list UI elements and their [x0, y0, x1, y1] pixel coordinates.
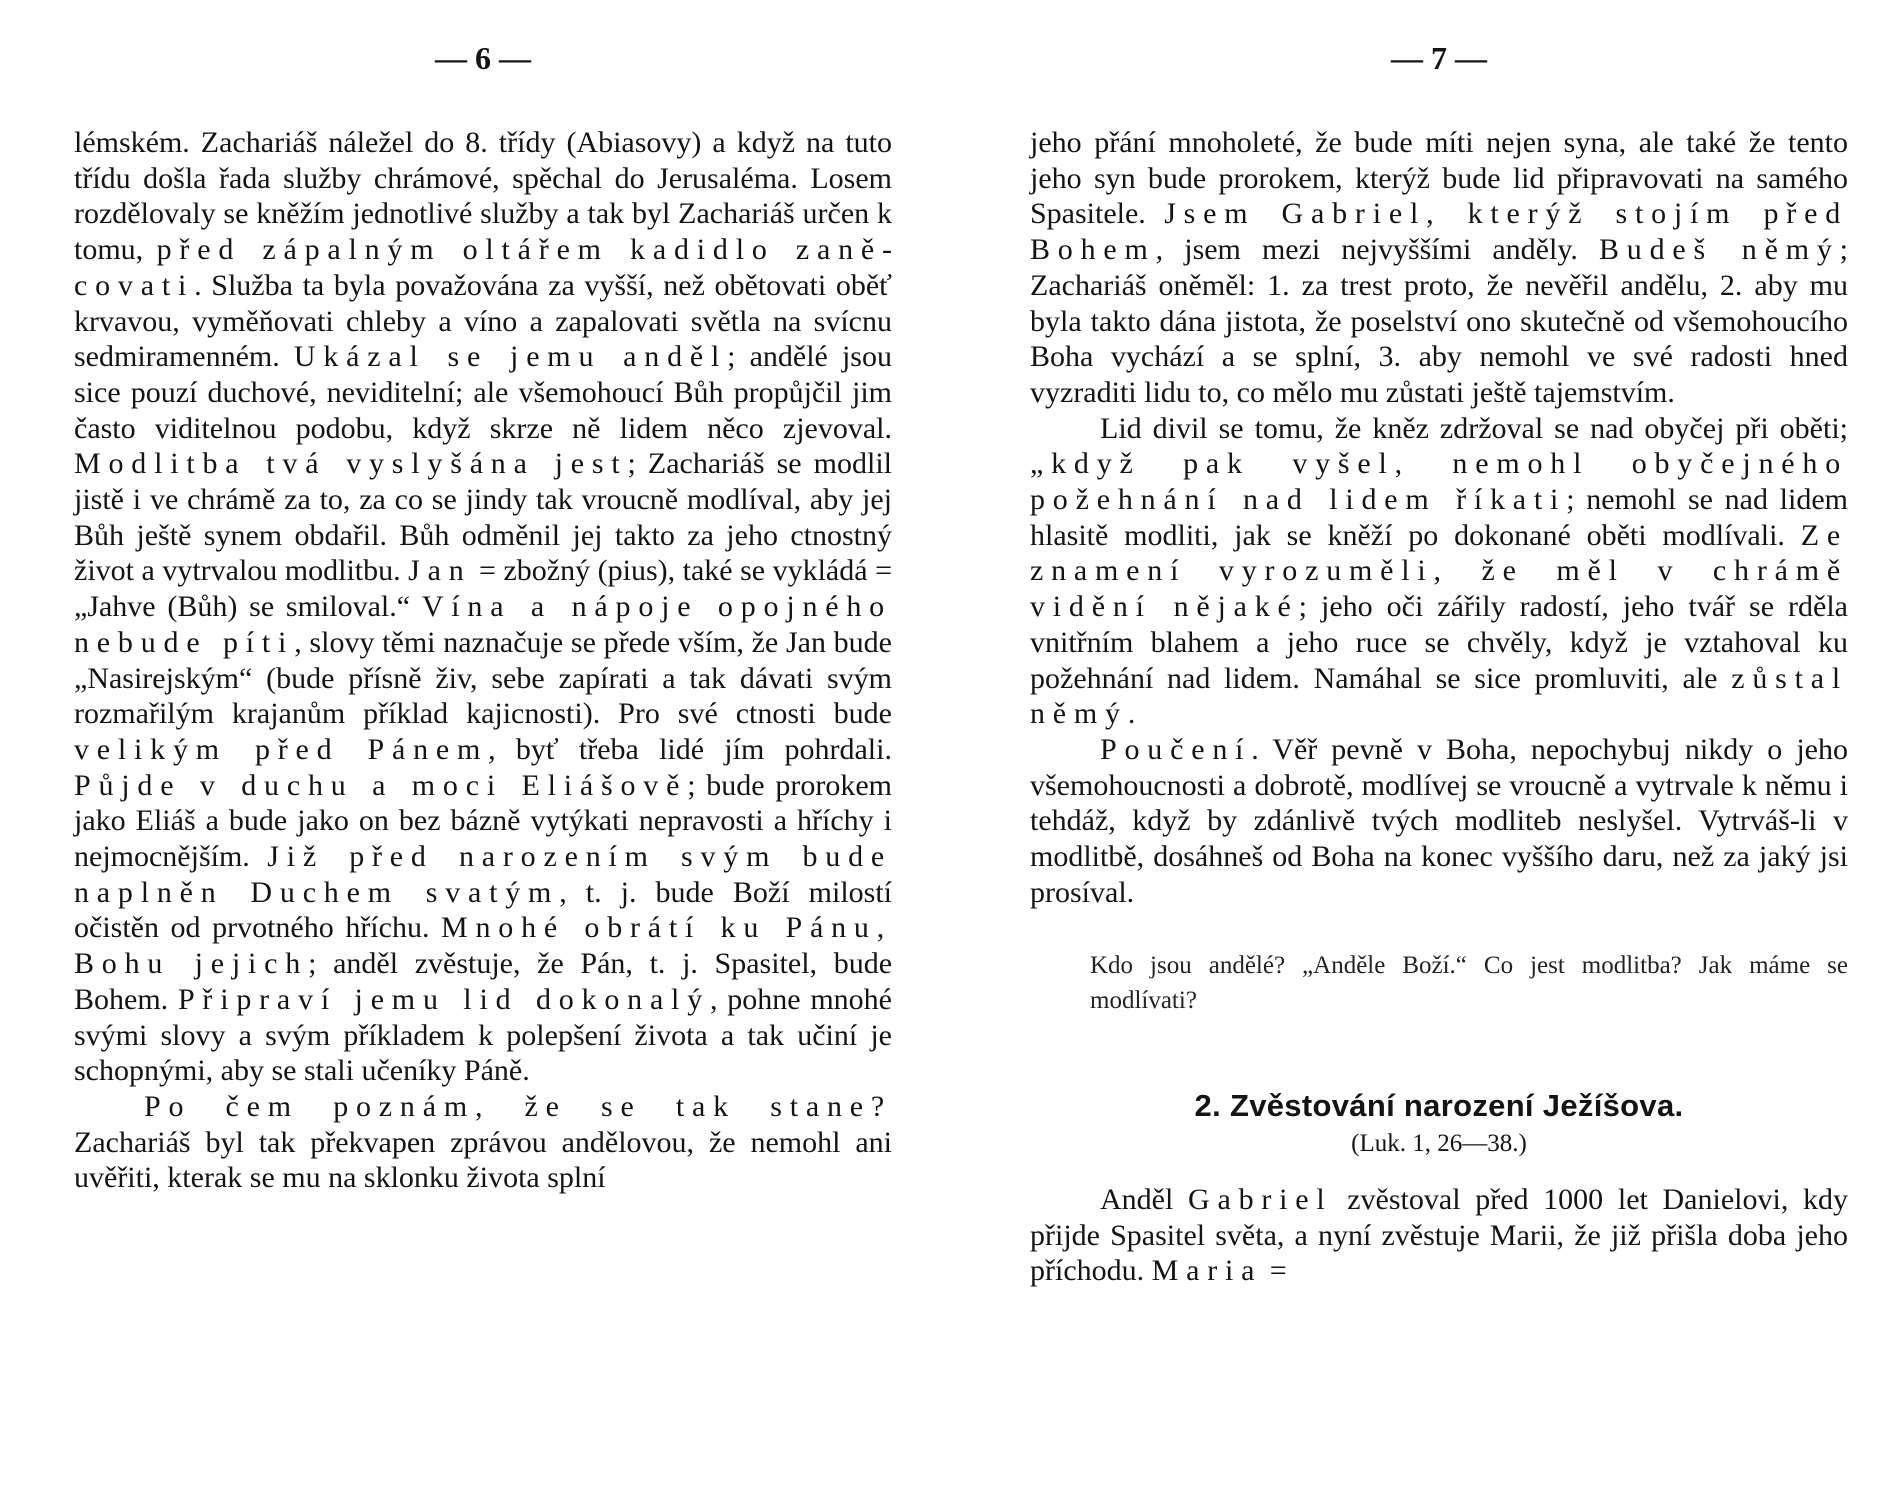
text-run: , t. j. bude Boží milostí očistěn od prvotného hříchu. — [74, 875, 892, 945]
spaced-quote: „když pak vyšel, nemohl obyčejného požehnání nad lidem říkati — [1030, 447, 1848, 517]
spaced-quote: Již před narozením svým bude naplněn Duchem svatým — [74, 840, 892, 909]
right-page — [1030, 0, 1848, 1500]
text-run: , jsem mezi nejvyššími anděly. — [1155, 233, 1599, 267]
text-run: , pohne mnohé svými slovy a svým příkladem k polepšení života a tak učiní je schopnými, aby se stali učeníky Páně. — [74, 982, 892, 1088]
text-run: = zbožný (pius), také se vykládá = „Jahve (Bůh) se smiloval.“ — [74, 554, 892, 624]
paragraph — [1030, 411, 1848, 732]
section-title: 2. Zvěstování narození Ježíšova. — [1194, 1088, 1684, 1124]
text-run: ; andělé jsou sice pouzí duchové, neviditelní; ale všemohoucí Bůh propůjčil jim často viditelnou podobu, když skrze ně lidem něco zjevoval. — [74, 340, 892, 445]
page-number: — 7 — — [1391, 40, 1487, 76]
spaced-quote: Maria — [1151, 1254, 1263, 1288]
spaced-quote: Mnohé obrátí ku Pánu, Bohu jejich — [74, 911, 892, 981]
paragraph — [1030, 732, 1848, 911]
spaced-quote: před zápalným oltářem kadidlo zaněcovati — [74, 233, 893, 302]
text-run: ; nemohl se nad lidem hlasitě modliti, jak se kněží po dokonané oběti modlívali. — [1030, 483, 1848, 552]
spaced-quote: Gabriel — [1188, 1182, 1333, 1216]
text-run: ; jeho oči zářily radostí, jeho tvář se rděla vnitřním blahem a jeho ruce se chvěly, když je vztahoval ku požehnání nad lidem. Namáhal se sice promluviti, ale — [1030, 590, 1848, 695]
spaced-quote: Modlitba tvá vyslyšána jest — [74, 447, 628, 481]
page-text — [74, 125, 892, 1196]
spaced-quote: velikým před Pánem — [74, 732, 489, 766]
text-run: zvěstoval před 1000 let Danielovi, kdy přijde Spasitel světa, a nyní zvěstuje Marii, že již přišla doba jeho příchodu. — [1030, 1182, 1848, 1288]
spaced-quote: Jsem Gabriel, kterýž stojím před Bohem — [1030, 197, 1848, 267]
paragraph — [74, 125, 892, 1089]
text-run: ; anděl zvěstuje, že Pán, t. j. Spasitel, bude Bohem. — [74, 947, 893, 1016]
spaced-quote: Po čem poznám, že se tak stane? — [144, 1089, 892, 1123]
text-run: , slovy těmi naznačuje se přede vším, že Jan bude „Nasirejským“ (bude přísně živ, sebe zapírati a tak dávati svým rozmařilým krajanům příklad kajicnosti). Pro své ctnosti bude — [74, 625, 893, 731]
left-page — [74, 0, 892, 1500]
spaced-quote: Půjde v duchu a moci Eliášově — [74, 768, 688, 802]
text-run: Lid divil se tomu, že kněz zdržoval se nad obyčej při oběti; — [1100, 411, 1848, 445]
text-run: jeho přání mnoholeté, že bude míti nejen syna, ale také že tento jeho syn bude prorokem, kterýž bude lid připravovati na samého Spasitele. — [1030, 126, 1848, 231]
review-questions: Kdo jsou andělé? „Anděle Boží.“ Co jest modlitba? Jak máme se modlívati? — [1090, 952, 1848, 1015]
text-run: lémském. Zachariáš náležel do 8. třídy (Abiasovy) a když na tuto třídu došla řada služby chrámové, spěchal do Jerusaléma. Losem rozdělovaly se kněžím jednotlivé služby a tak byl Zachariáš určen k tomu, — [74, 126, 892, 267]
page-number: — 6 — — [435, 40, 531, 76]
spaced-quote: Vína a nápoje opojného nebude píti — [74, 590, 892, 659]
spaced-quote: Jan — [408, 554, 472, 588]
paragraph — [74, 1089, 892, 1196]
section-reference: (Luk. 1, 26—38.) — [1351, 1130, 1527, 1158]
spaced-quote: Ze znamení vyrozuměli, že měl v chrámě vidění nějaké — [1030, 518, 1848, 624]
spaced-quote: Připraví jemu lid dokonalý — [177, 982, 710, 1016]
text-run: ; bude prorokem jako Eliáš a bude jako on bez bázně vytýkati nepravosti a hříchy i nejmocnějším. — [74, 768, 893, 874]
text-run: Zachariáš byl tak překvapen zprávou andělovou, že nemohl ani uvěřiti, kterak se mu na sklonku života splní — [74, 1125, 892, 1195]
text-run: . — [1127, 697, 1136, 731]
paragraph — [1030, 125, 1848, 411]
text-run: . Služba ta byla považována za vyšší, než obětovati oběť krvavou, vyměňovati chleby a víno a zapalovati světla na svícnu sedmiramenném. — [74, 268, 892, 374]
text-run: , byť třeba lidé jím pohrdali. — [488, 732, 892, 766]
spaced-quote: Budeš němý — [1598, 233, 1840, 267]
paragraph — [1030, 1182, 1848, 1289]
text-run: . Věř pevně v Boha, nepochybuj nikdy o jeho všemohoucnosti a dobrotě, modlívej se vroucně a vytrvale k němu i tehdáž, když by zdánlivě tvých modliteb neslyšel. Vytrváš-li v modlitbě, dosáhneš od Boha na konec vyššího daru, než za jaký jsi prosíval. — [1030, 732, 1848, 909]
spaced-quote: Poučení — [1100, 732, 1252, 766]
spaced-quote: zůstal němý — [1030, 661, 1848, 731]
text-run: Anděl — [1100, 1182, 1188, 1216]
text-run: ; Zachariáš se modlil jistě i ve chrámě za to, za co se jindy tak vroucně modlíval, aby jej Bůh ještě synem obdařil. Bůh odměnil jej takto za jeho ctnostný život a vytrvalou modlitbu. — [74, 447, 892, 588]
page-text — [1030, 125, 1848, 1289]
text-run: ; Zachariáš oněměl: 1. za trest proto, že nevěřil andělu, 2. aby mu byla takto dána jistota, že poselství ono skutečně od všemohoucího Boha vychází a se splní, 3. aby nemohl ve své radosti hned vyzraditi lidu to, co mělo mu zůstati ještě tajemstvím. — [1030, 233, 1849, 409]
text-run: = — [1262, 1254, 1287, 1288]
spaced-quote: Ukázal se jemu anděl — [293, 340, 728, 374]
